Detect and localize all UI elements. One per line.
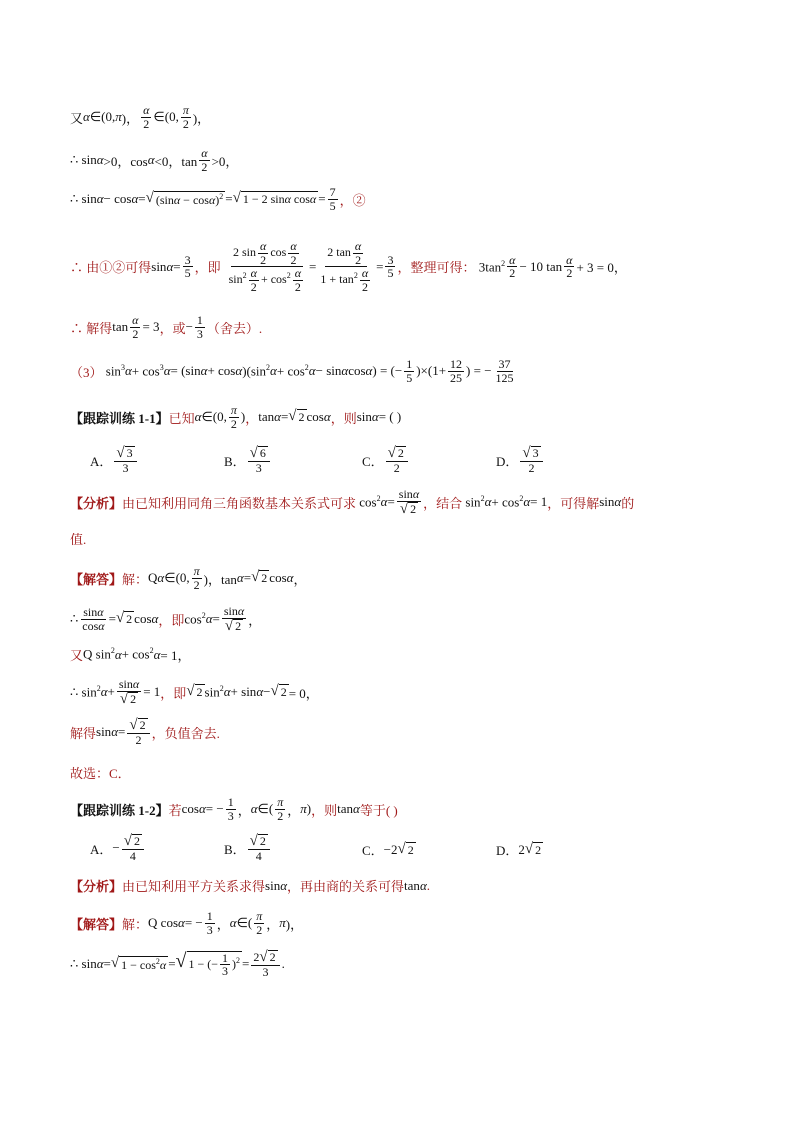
answer-lead: 解： (122, 916, 149, 932)
train2-option-b[interactable]: B． √ 2 4 (224, 834, 272, 863)
line6-prefix: （3） (70, 364, 103, 380)
line5-tail: （舍去）. (206, 320, 263, 336)
train1-answer-1: 【解答】 解： Q α ∈(0, $\frac{\pi}{2}$ )，tan α = √ 2 cos α ， (70, 564, 307, 592)
train1-option-a[interactable]: A． √ 3 3 (90, 446, 139, 475)
option-label: C． (362, 843, 384, 858)
train1-analysis-cont: 值. (70, 532, 87, 547)
answer-text: ，即 (158, 612, 185, 628)
line4-mid1: ，即 (194, 260, 221, 276)
line-6: （3） $\sin^3$ α + $\cos^3$ α = (sin α + cos α )($\sin^2$ α + $\cos^2$ α − sin α cos α ) = (− $\frac{1}{5}$ )×(1+ $\frac{12}{25}$ ) = − $\frac{37}{125}$ (70, 357, 514, 385)
train1-answer-4: ∴ $\sin^2$ α + sinα √ 2 = 1 ，即 √ 2 $\sin^2$ α + sin α − √ 2 = 0， (70, 677, 319, 707)
analysis-tag: 【分析】 (70, 495, 123, 511)
option-label: B． (224, 453, 246, 469)
train1-answer-3: 又 Q $\sin^2$ α + $\cos^2$ α = 1， (70, 646, 191, 663)
line4-mid2: ，整理可得： (397, 260, 476, 276)
line-1: 又 α ∈(0, π )， $\frac{\alpha}{2}$ ∈(0, $\frac{\pi}{2}$ )， (70, 103, 211, 131)
option-label: C． (362, 453, 384, 469)
train1-q-tail: ，则 (330, 410, 357, 426)
train2-q-tail: ，则 (311, 802, 338, 818)
train1-option-d[interactable]: D． √ 3 2 (496, 446, 545, 475)
train1-question: 【跟踪训练 1-1】 已知 α ∈(0, $\frac{\pi}{2}$ ) ， tan α = √ 2 cos α ，则 sin α = ( ) (70, 403, 402, 431)
answer-tag: 【解答】 (70, 916, 123, 932)
train1-answer-5: 解得 sin α = √ 2 2 ，负值舍去. (70, 717, 220, 747)
train1-tag: 【跟踪训练 1-1】 (70, 410, 169, 426)
line4-prefix: ∴ 由①②可得 (70, 260, 152, 276)
train2-analysis: 【分析】 由已知利用平方关系求得 sin α ，再由商的关系可得 tan α . (70, 877, 431, 894)
line5-prefix: ∴ 解得 (70, 320, 113, 336)
train1-answer-2: ∴ $\frac{\sin\alpha}{\cos\alpha}$ = √ 2 cos α ，即 $\cos^2$ α = sinα √ 2 ， (70, 604, 262, 634)
train2-answer-2: ∴ sin α = √ $1 - \cos^2\alpha$ = √ 1 − (− $\frac{1}{3}$ )$^2$ = 2 √ 2 3 . (70, 949, 285, 979)
option-label: A． (90, 841, 113, 857)
circled-ref: ，② (339, 192, 366, 208)
option-label: B． (224, 841, 246, 857)
option-label: D． (496, 453, 519, 469)
train1-analysis: 【分析】 由已知利用同角三角函数基本关系式可求 $\cos^2$ α = sinα √ 2 ，结合 $\sin^2$ α + $\cos^2$ α = 1 ，可得解 sin α 的 (70, 487, 635, 517)
answer-text: 又 (70, 648, 84, 663)
answer-tag: 【解答】 (70, 571, 123, 587)
analysis-text: . (426, 877, 431, 893)
analysis-text: ，结合 (423, 495, 463, 511)
line5-mid: ，或 (159, 320, 186, 336)
answer-lead: 解： (122, 571, 149, 587)
train1-choice: 故选：C． (70, 766, 131, 781)
analysis-text: ，再由商的关系可得 (287, 879, 405, 894)
answer-text: ，负值舍去. (151, 725, 220, 741)
train2-q-prefix: 若 (168, 802, 182, 818)
train2-tag: 【跟踪训练 1-2】 (70, 802, 169, 818)
train2-answer-1: 【解答】 解： Q cos α = − $\frac{1}{3}$ ， α ∈( $\frac{\pi}{2}$ ， π )， (70, 909, 304, 937)
answer-text: ，即 (160, 685, 187, 701)
line-5: ∴ 解得 tan $\frac{\alpha}{2}$ = 3 ，或 − $\frac{1}{3}$ （舍去）. (70, 313, 263, 341)
train2-question: 【跟踪训练 1-2】 若 cos α = − $\frac{1}{3}$ ， α ∈( $\frac{\pi}{2}$ ， π ) ，则 tan α 等于( ) (70, 795, 398, 823)
train2-option-a[interactable]: A． − √ 2 4 (90, 834, 146, 863)
train1-q-prefix: 已知 (168, 410, 195, 426)
train1-option-c[interactable]: C． √ 2 2 (362, 446, 410, 475)
train1-q-mid: ， (245, 410, 259, 426)
train2-option-d[interactable]: D． 2 √ 2 (496, 840, 542, 858)
analysis-text: 由已知利用同角三角函数基本关系式可求 (122, 495, 357, 511)
analysis-text: 的 (621, 495, 635, 511)
option-label: A． (90, 453, 113, 469)
analysis-text: ，可得解 (547, 495, 600, 511)
train2-q-end: 等于( ) (359, 802, 398, 818)
train1-option-b[interactable]: B． √ 6 3 (224, 446, 272, 475)
analysis-tag: 【分析】 (70, 879, 123, 894)
train1-q-end: = ( ) (378, 409, 402, 425)
line-4: ∴ 由①②可得 sin α = $\frac{3}{5}$ ，即 2 sin $\frac{\alpha}{2}$ cos $\frac{\alpha}{2}$ $\sin^2$ $\frac{\alpha}{2}$ + $\cos^2$ $\frac{\alpha}{2}$ = 2 tan $\frac{\alpha}{2}$ $1 + \tan^2$ $\frac{\alpha}{2}$ = $\frac{3}{5}$ ，整理可得： $3\tan^2$ $\frac{\alpha}{2}$ − 10 tan $\frac{\alpha}{2}$ + 3 = 0， (70, 239, 627, 294)
answer-text: 解得 (70, 725, 97, 741)
analysis-text: 由已知利用平方关系求得 (122, 879, 266, 894)
train2-option-c[interactable]: C． −2 √ 2 (362, 840, 414, 858)
option-label: D． (496, 843, 519, 858)
line-2: ∴ sin α >0，cos α <0，tan $\frac{\alpha}{2}$ >0， (70, 146, 239, 174)
line-3: ∴ sin α − cos α = √ $(\sin\alpha - \cos\alpha)^2$ = √ 1 − 2 sinα cosα = $\frac{7}{5}$ ，② (70, 185, 366, 213)
